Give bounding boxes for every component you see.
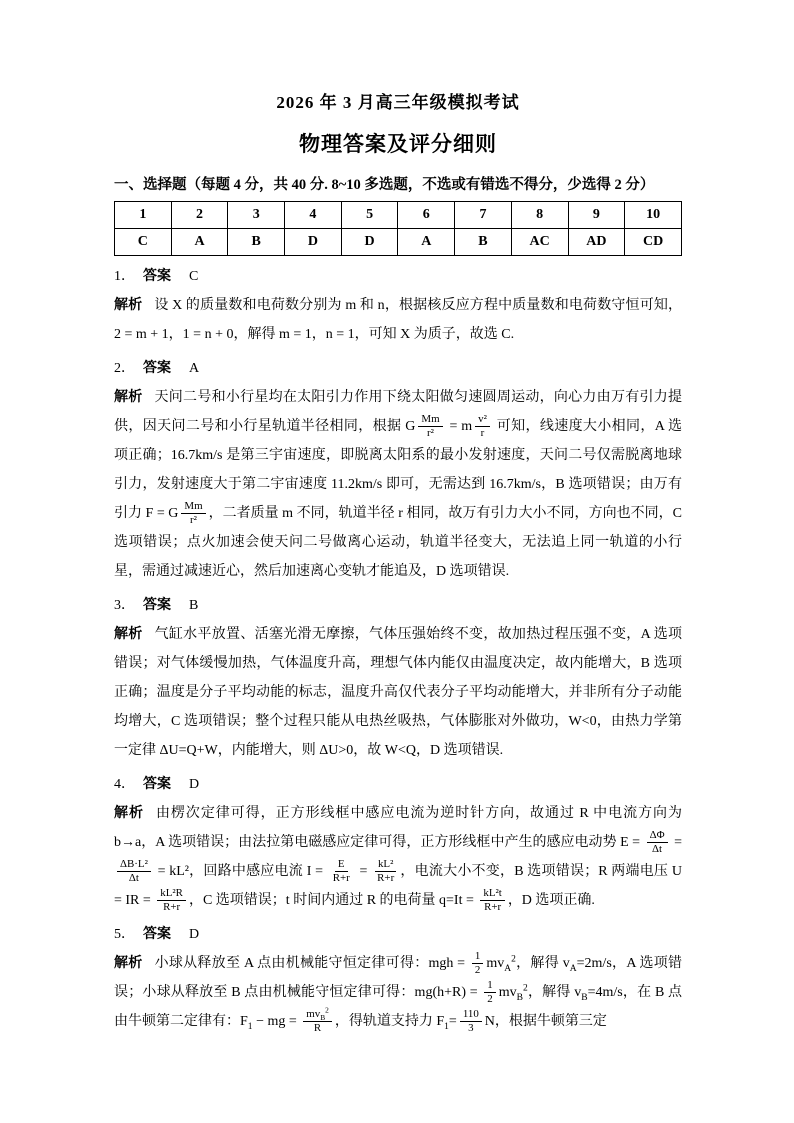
fraction: $\frac{\Delta\Phi}{\Delta t}$	[647, 829, 668, 857]
answer-cell: C	[115, 229, 172, 256]
fraction: $\frac{Mm}{\text{r²}}$	[418, 413, 442, 441]
analysis-paragraph: 解析 天问二号和小行星均在太阳引力作用下绕太阳做匀速圆周运动，向心力由万有引力提供，因天问二号和小行星轨道半径相同，根据 G $\frac{Mm}{\text{r²}}$ = m $\frac{\text{v²}}{r}$ 可知，线速度大小相同，A 选项正确；16.7km/s 是第三宇宙速度，即脱离太阳系的最小发射速度，天问二号仅需脱离地球引力，发射速度大于第二宇宙速度 11.2km/s 即可，无需达到 16.7km/s，B 选项错误；由万有引力 F = G $\frac{Mm}{\text{r²}}$ ，二者质量 m 不同，轨道半径 r 相同，故万有引力大小不同，方向也不同，C 选项错误；点火加速会使天问二号做离心运动，轨道半径变大，无法追上同一轨道的小行星，需通过减速近心，然后加速离心变轨才能追及，D 选项错误.	[114, 390, 683, 579]
analysis-label: 解析	[114, 627, 143, 642]
answer-row	[115, 229, 682, 256]
answer-table	[114, 201, 682, 256]
answer-letter: B	[189, 598, 199, 613]
question-number-cell: 9	[568, 202, 625, 229]
answer-cell: AC	[511, 229, 568, 256]
fraction: $\frac{1}{2}$	[484, 979, 495, 1007]
question-number-cell: 7	[455, 202, 512, 229]
answer-line	[114, 593, 682, 619]
answer-letter: D	[189, 777, 200, 792]
question-number: 4．	[114, 777, 135, 792]
answer-line	[114, 356, 682, 382]
answer-label: 答案	[143, 777, 171, 792]
answer-cell: A	[171, 229, 228, 256]
question-number-cell: 4	[285, 202, 342, 229]
answer-letter: D	[189, 927, 200, 942]
answer-cell: A	[398, 229, 455, 256]
fraction: $\frac{Mm}{\text{r²}}$	[181, 500, 205, 528]
fraction: $\frac{\text{kL²t}}{R+r}$	[480, 887, 504, 915]
analysis-paragraph: 解析 小球从释放至 A 点由机械能守恒定律可得：mgh = $\frac{1}{2}$ $mv_A^2$，解得 $v_A=2m/s$，A 选项错误；小球从释放至 B 点由机械能守恒定律可得：mg(h+R) = $\frac{1}{2}$ $mv_B^2$，解得 $v_B=4m/s$，在 B 点由牛顿第二定律有：$F_1$ − mg = $\frac{mv_B^2}{R}$ ，得轨道支持力 $F_1=$ $\frac{110}{3}$ N，根据牛顿第三定	[114, 949, 683, 1035]
analysis-label: 解析	[114, 956, 143, 971]
fraction: $\frac{\text{kL²R}}{R+r}$	[157, 887, 186, 915]
fraction: $\frac{E}{R+r}$	[332, 857, 350, 885]
analysis-label: 解析	[114, 806, 144, 821]
fraction: $\frac{110}{3}$	[460, 1008, 482, 1036]
question-number-cell: 5	[341, 202, 398, 229]
answer-cell: B	[455, 229, 512, 256]
section-header: 一、选择题（每题 4 分，共 40 分. 8~10 多选题，不选或有错选不得分，少选得 2 分）	[114, 177, 655, 193]
exam-title: 2026 年 3 月高三年级模拟考试	[276, 93, 520, 112]
fraction: $\frac{1}{2}$	[472, 950, 483, 978]
question-number: 5．	[114, 927, 135, 942]
answer-line	[114, 264, 682, 290]
fraction: $\frac{\text{v²}}{r}$	[475, 413, 490, 441]
question-number-cell: 10	[625, 202, 682, 229]
answer-label: 答案	[143, 927, 171, 942]
answer-key-title: 物理答案及评分细则	[299, 132, 497, 156]
analysis-paragraph: 解析 由楞次定律可得，正方形线框中感应电流为逆时针方向，故通过 R 中电流方向为 b→a，A 选项错误；由法拉第电磁感应定律可得，正方形线框中产生的感应电动势 E = $\frac{\Delta\Phi}{\Delta t}$ = $\frac{\text{ΔB·L²}}{\Delta t}$ = kL²，回路中感应电流 I = $\frac{E}{R+r}$ = $\frac{\text{kL²}}{R+r}$ ，电流大小不变，B 选项错误；R 两端电压 U = IR = $\frac{\text{kL²R}}{R+r}$ ，C 选项错误；t 时间内通过 R 的电荷量 q=It = $\frac{\text{kL²t}}{R+r}$ ，D 选项正确.	[114, 806, 683, 914]
answer-cell: D	[341, 229, 398, 256]
analysis-label: 解析	[114, 298, 143, 313]
question-number: 2．	[114, 361, 135, 376]
answer-label: 答案	[143, 361, 171, 376]
analysis-label: 解析	[114, 390, 143, 405]
explanations-section	[114, 264, 682, 1036]
fraction: $\frac{mv_B^2}{R}$	[303, 1008, 332, 1036]
question-number: 1．	[114, 269, 135, 284]
answer-cell: B	[228, 229, 285, 256]
fraction: $\frac{\text{ΔB·L²}}{\Delta t}$	[117, 858, 151, 886]
answer-cell: CD	[625, 229, 682, 256]
question-number-cell: 2	[171, 202, 228, 229]
question-number-cell: 6	[398, 202, 455, 229]
answer-letter: C	[189, 269, 199, 284]
answer-label: 答案	[143, 269, 171, 284]
answer-cell: D	[285, 229, 342, 256]
answer-line	[114, 922, 682, 948]
fraction: $\frac{\text{kL²}}{R+r}$	[374, 858, 397, 886]
answer-cell: AD	[568, 229, 625, 256]
analysis-paragraph: 解析 设 X 的质量数和电荷数分别为 m 和 n，根据核反应方程中质量数和电荷数守恒可知，2 = m + 1，1 = n + 0，解得 m = 1，n = 1，可知 X 为质子，故选 C.	[114, 298, 683, 342]
answer-letter: A	[189, 361, 200, 376]
analysis-paragraph: 解析 气缸水平放置、活塞光滑无摩擦，气体压强始终不变，故加热过程压强不变，A 选项错误；对气体缓慢加热，气体温度升高，理想气体内能仅由温度决定，故内能增大，B 选项正确；温度是分子平均动能的标志，温度升高仅代表分子平均动能增大，并非所有分子动能均增大，C 选项错误；整个过程只能从电热丝吸热，气体膨胀对外做功，W<0，由热力学第一定律 ΔU=Q+W，内能增大，则 ΔU>0，故 W<Q，D 选项错误.	[114, 627, 682, 758]
answer-label: 答案	[143, 598, 171, 613]
question-number-cell: 8	[511, 202, 568, 229]
answer-line	[114, 772, 682, 798]
question-number-cell: 1	[115, 202, 172, 229]
question-number-cell: 3	[228, 202, 285, 229]
question-number: 3．	[114, 598, 135, 613]
question-number-row	[115, 202, 682, 229]
